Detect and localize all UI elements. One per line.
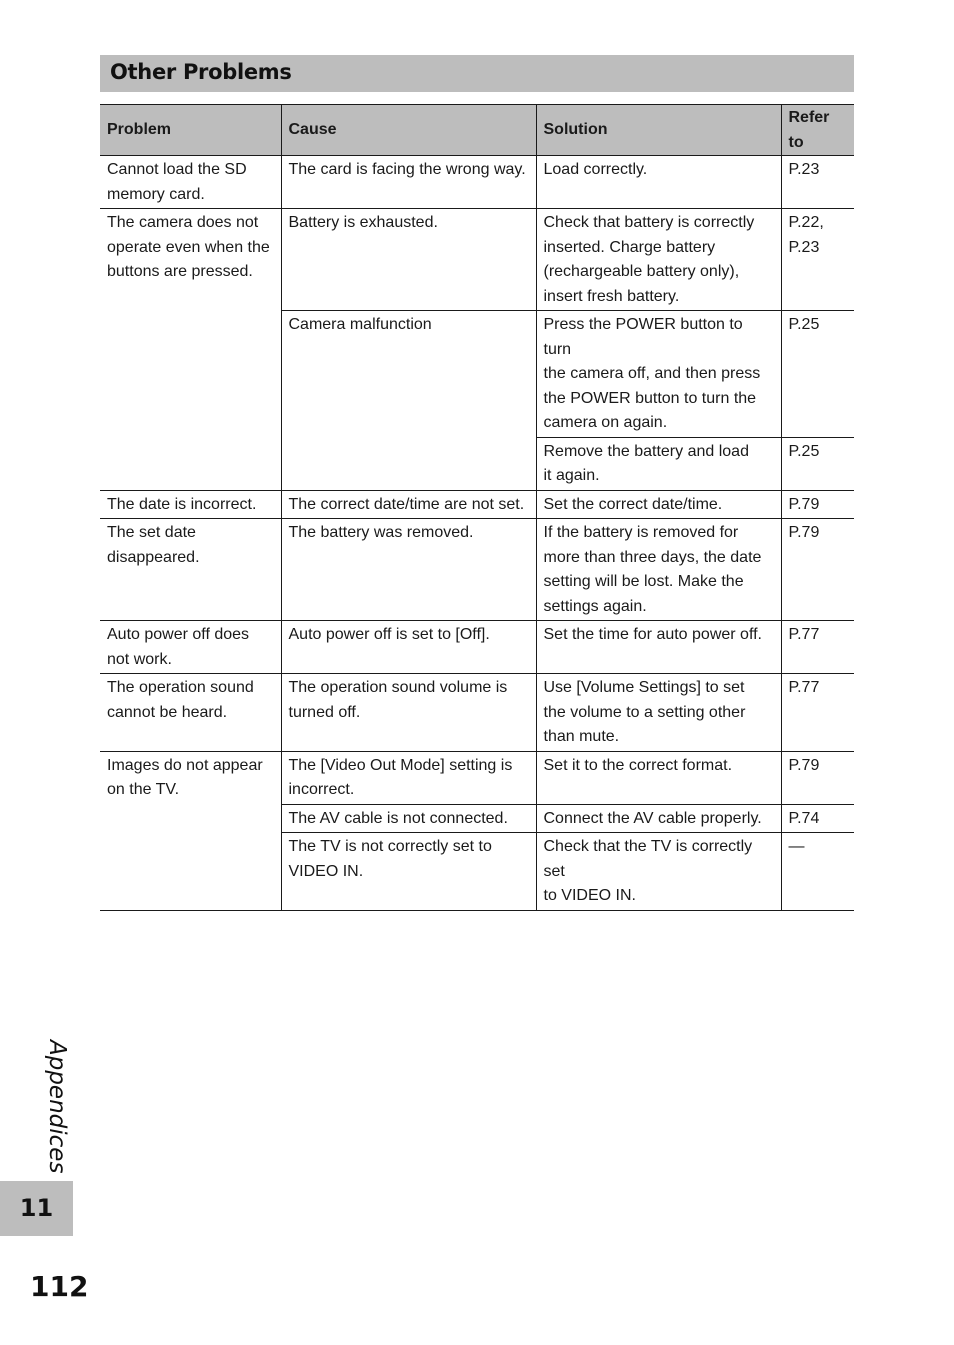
solution-cell: Connect the AV cable properly.: [536, 804, 781, 833]
cause-cell: The TV is not correctly set to VIDEO IN.: [281, 833, 536, 911]
column-header-solution: Solution: [536, 105, 781, 156]
refer-cell: P.23: [781, 156, 854, 209]
table-row: [100, 621, 854, 674]
section-title: Other Problems: [110, 60, 292, 84]
solution-cell: If the battery is removed for more than three days, the date setting will be lost. Make the settings again.: [536, 519, 781, 621]
cause-cell: Battery is exhausted.: [281, 209, 536, 311]
cause-cell: The battery was removed.: [281, 519, 536, 621]
section-header-bar: [100, 55, 854, 92]
chapter-side-label: [34, 1040, 74, 1174]
cause-cell: Camera malfunction: [281, 311, 536, 491]
problem-cell: The operation sound cannot be heard.: [100, 674, 281, 752]
solution-cell: Press the POWER button to turn the camera off, and then press the POWER button to turn the camera on again.: [536, 311, 781, 438]
cause-cell: The correct date/time are not set.: [281, 490, 536, 519]
problem-cell: Auto power off does not work.: [100, 621, 281, 674]
problem-cell: Images do not appear on the TV.: [100, 751, 281, 910]
solution-cell: Set the correct date/time.: [536, 490, 781, 519]
refer-cell: —: [781, 833, 854, 911]
refer-cell: P.77: [781, 674, 854, 752]
cause-cell: The [Video Out Mode] setting is incorrect.: [281, 751, 536, 804]
chapter-tab: [0, 1181, 73, 1236]
refer-cell: P.79: [781, 751, 854, 804]
problem-cell: The camera does not operate even when the buttons are pressed.: [100, 209, 281, 491]
cause-cell: Auto power off is set to [Off].: [281, 621, 536, 674]
table-header-row: [100, 105, 854, 156]
refer-cell: P.22, P.23: [781, 209, 854, 311]
table-row: [100, 156, 854, 209]
cause-cell: The AV cable is not connected.: [281, 804, 536, 833]
cause-cell: The card is facing the wrong way.: [281, 156, 536, 209]
solution-cell: Remove the battery and load it again.: [536, 437, 781, 490]
refer-cell: P.25: [781, 311, 854, 438]
refer-cell: P.74: [781, 804, 854, 833]
problem-cell: Cannot load the SD memory card.: [100, 156, 281, 209]
solution-cell: Set it to the correct format.: [536, 751, 781, 804]
troubleshooting-table: [100, 104, 854, 911]
table-row: [100, 751, 854, 804]
chapter-number: 11: [19, 1194, 54, 1222]
column-header-cause: Cause: [281, 105, 536, 156]
chapter-name: Appendices: [44, 1040, 70, 1174]
solution-cell: Check that the TV is correctly set to VIDEO IN.: [536, 833, 781, 911]
cause-cell: The operation sound volume is turned off.: [281, 674, 536, 752]
column-header-refer-to: Refer to: [781, 105, 854, 156]
refer-cell: P.25: [781, 437, 854, 490]
solution-cell: Check that battery is correctly inserted. Charge battery (rechargeable battery only), insert fresh battery.: [536, 209, 781, 311]
solution-cell: Use [Volume Settings] to set the volume to a setting other than mute.: [536, 674, 781, 752]
refer-cell: P.79: [781, 490, 854, 519]
refer-cell: P.77: [781, 621, 854, 674]
table-row: [100, 519, 854, 621]
table-row: [100, 490, 854, 519]
solution-cell: Load correctly.: [536, 156, 781, 209]
table-row: [100, 674, 854, 752]
problem-cell: The set date disappeared.: [100, 519, 281, 621]
refer-cell: P.79: [781, 519, 854, 621]
column-header-problem: Problem: [100, 105, 281, 156]
table-row: [100, 209, 854, 311]
problem-cell: The date is incorrect.: [100, 490, 281, 519]
solution-cell: Set the time for auto power off.: [536, 621, 781, 674]
page-number: 112: [30, 1270, 89, 1303]
